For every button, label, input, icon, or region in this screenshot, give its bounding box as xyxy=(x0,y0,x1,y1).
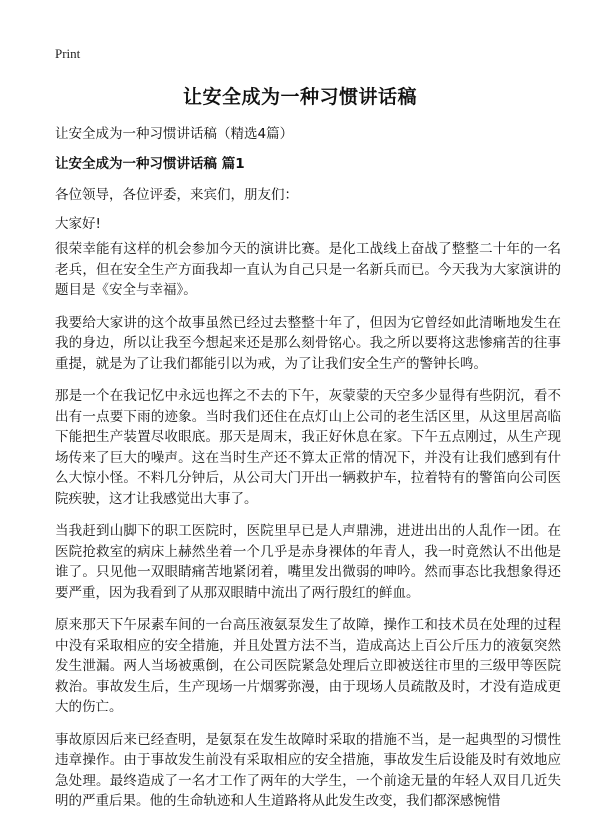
salutation-line: 大家好! xyxy=(55,216,101,232)
body-paragraph: 很荣幸能有这样的机会参加今天的演讲比赛。是化工战线上奋战了整整二十年的一名老兵，但在安全生产方面我却一直认为自己只是一名新兵而已。今天我为大家演讲的题目是《安全与幸福》。 xyxy=(55,241,561,298)
body-paragraph: 原来那天下午尿素车间的一台高压液氨泵发生了故障，操作工和技术员在处理的过程中没有采取相应的安全措施，并且处置方法不当，造成高达上百公斤压力的液氨突然发生泄漏。两人当场被熏倒，在公司医院紧急处理后立即被送往市里的三级甲等医院救治。事故发生后，生产现场一片烟雾弥漫，由于现场人员疏散及时，才没有造成更大的伤亡。 xyxy=(55,617,561,715)
section-heading: 让安全成为一种习惯讲话稿 篇1 xyxy=(55,156,245,172)
speech-body xyxy=(55,239,561,824)
body-paragraph: 我要给大家讲的这个故事虽然已经过去整整十年了，但因为它曾经如此清晰地发生在我的身边，所以让我至今想起来还是那么刻骨铭心。我之所以要将这悲惨痛苦的往事重提，就是为了让我们都能引以为戒，为了让我们安全生产的警钟长鸣。 xyxy=(55,314,561,372)
greeting-line: 各位领导，各位评委，来宾们，朋友们： xyxy=(55,187,298,203)
print-link[interactable]: Print xyxy=(55,46,81,61)
body-paragraph: 当我赶到山脚下的职工医院时，医院里早已是人声鼎沸，进进出出的人乱作一团。在医院抢救室的病床上赫然坐着一个几乎是赤身裸体的年青人，我一时竟然认不出他是谁了。只见他一双眼睛痛苦地紧闭着，嘴里发出微弱的呻吟。然而事态比我想象得还要严重，因为我看到了从那双眼睛中流出了两行殷红的鲜血。 xyxy=(55,523,561,601)
document-title: 让安全成为一种习惯讲话稿 xyxy=(182,86,417,108)
body-paragraph: 那是一个在我记忆中永远也挥之不去的下午，灰蒙蒙的天空多少显得有些阴沉，看不出有一点要下雨的迹象。当时我们还住在点灯山上公司的老生活区里，从这里居高临下能把生产装置尽收眼底。那天是周末，我正好休息在家。下午五点刚过，从生产现场传来了巨大的噪声。这在当时生产还不算太正常的情况下，并没有让我们感到有什么大惊小怪。不料几分钟后，从公司大门开出一辆救护车，拉着特有的警笛向公司医院疾驶，这才让我感觉出大事了。 xyxy=(55,388,561,507)
body-paragraph: 事故原因后来已经查明，是氨泵在发生故障时采取的措施不当，是一起典型的习惯性违章操作。由于事故发生前没有采取相应的安全措施，事故发生后设能及时有效地应急处理。最终造成了一名才工作了两年的大学生，一个前途无量的年轻人双目几近失明的严重后果。他的生命轨迹和人生道路将从此发生改变，我们都深感惋惜 xyxy=(55,731,561,809)
document-subtitle: 让安全成为一种习惯讲话稿（精选4篇） xyxy=(55,126,294,142)
